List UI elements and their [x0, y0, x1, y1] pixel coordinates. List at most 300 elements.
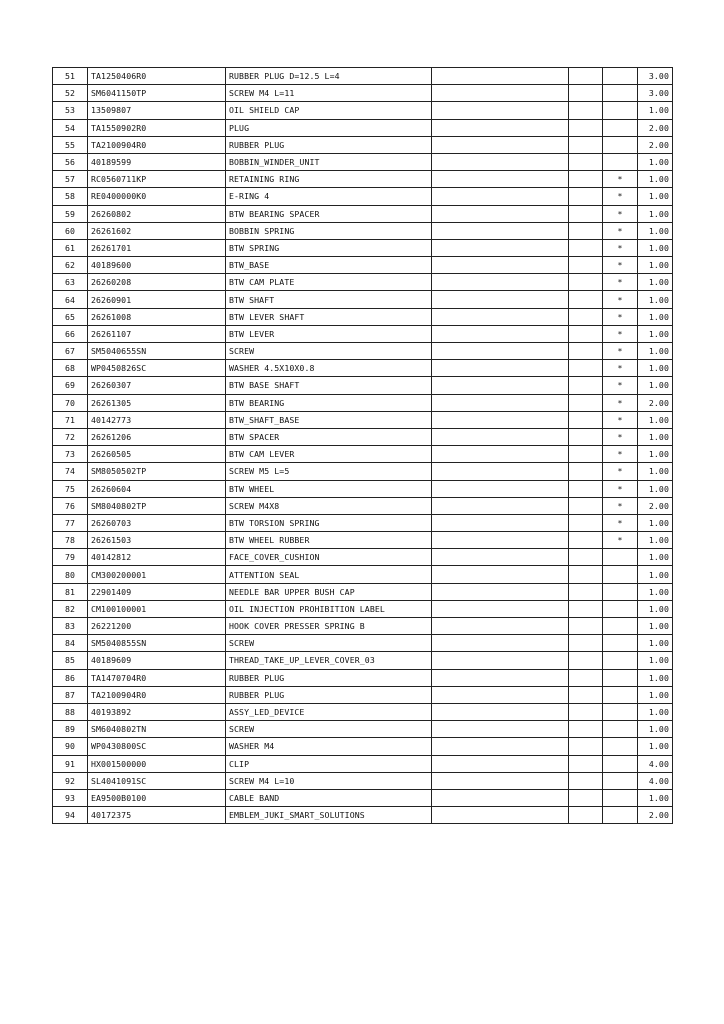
part-code-cell: SM6040802TN	[88, 721, 226, 738]
part-number-cell: 77	[53, 514, 88, 531]
empty-cell	[569, 153, 603, 170]
quantity-cell: 1.00	[638, 669, 673, 686]
part-name-cell: BTW WHEEL RUBBER	[226, 532, 432, 549]
quantity-cell: 3.00	[638, 85, 673, 102]
empty-cell	[569, 411, 603, 428]
empty-cell	[569, 136, 603, 153]
part-number-cell: 53	[53, 102, 88, 119]
empty-cell	[432, 618, 569, 635]
table-row	[53, 532, 673, 549]
part-name-cell: PLUG	[226, 119, 432, 136]
part-number-cell: 57	[53, 171, 88, 188]
table-row	[53, 686, 673, 703]
empty-cell	[569, 480, 603, 497]
empty-cell	[569, 291, 603, 308]
quantity-cell: 1.00	[638, 618, 673, 635]
part-number-cell: 63	[53, 274, 88, 291]
part-code-cell: 26261305	[88, 394, 226, 411]
marker-cell	[603, 772, 638, 789]
part-number-cell: 54	[53, 119, 88, 136]
part-code-cell: 26260901	[88, 291, 226, 308]
empty-cell	[569, 308, 603, 325]
table-row	[53, 514, 673, 531]
empty-cell	[432, 360, 569, 377]
quantity-cell: 1.00	[638, 343, 673, 360]
part-name-cell: SCREW M4 L=10	[226, 772, 432, 789]
part-name-cell: CABLE BAND	[226, 789, 432, 806]
part-number-cell: 55	[53, 136, 88, 153]
empty-cell	[569, 807, 603, 824]
part-number-cell: 94	[53, 807, 88, 824]
empty-cell	[569, 789, 603, 806]
empty-cell	[432, 703, 569, 720]
empty-cell	[432, 102, 569, 119]
table-row	[53, 497, 673, 514]
part-name-cell: BTW SPACER	[226, 428, 432, 445]
quantity-cell: 1.00	[638, 377, 673, 394]
table-row	[53, 618, 673, 635]
empty-cell	[432, 600, 569, 617]
quantity-cell: 1.00	[638, 446, 673, 463]
empty-cell	[569, 205, 603, 222]
part-number-cell: 81	[53, 583, 88, 600]
empty-cell	[432, 635, 569, 652]
part-number-cell: 71	[53, 411, 88, 428]
part-name-cell: WASHER 4.5X10X0.8	[226, 360, 432, 377]
quantity-cell: 1.00	[638, 222, 673, 239]
empty-cell	[432, 428, 569, 445]
table-row	[53, 600, 673, 617]
part-number-cell: 76	[53, 497, 88, 514]
table-row	[53, 257, 673, 274]
marker-cell	[603, 755, 638, 772]
part-code-cell: 26260703	[88, 514, 226, 531]
marker-cell: *	[603, 377, 638, 394]
part-code-cell: WP0450826SC	[88, 360, 226, 377]
part-number-cell: 80	[53, 566, 88, 583]
part-name-cell: BTW_BASE	[226, 257, 432, 274]
part-number-cell: 58	[53, 188, 88, 205]
empty-cell	[569, 119, 603, 136]
marker-cell	[603, 136, 638, 153]
part-number-cell: 66	[53, 325, 88, 342]
marker-cell: *	[603, 239, 638, 256]
part-name-cell: E-RING 4	[226, 188, 432, 205]
table-row	[53, 171, 673, 188]
table-row	[53, 222, 673, 239]
part-number-cell: 68	[53, 360, 88, 377]
part-number-cell: 60	[53, 222, 88, 239]
table-row	[53, 377, 673, 394]
part-number-cell: 91	[53, 755, 88, 772]
part-name-cell: ATTENTION SEAL	[226, 566, 432, 583]
empty-cell	[432, 514, 569, 531]
part-code-cell: SM5040655SN	[88, 343, 226, 360]
marker-cell	[603, 789, 638, 806]
part-name-cell: BOBBIN_WINDER_UNIT	[226, 153, 432, 170]
part-code-cell: 26261008	[88, 308, 226, 325]
empty-cell	[569, 532, 603, 549]
table-row	[53, 480, 673, 497]
part-code-cell: CM100100001	[88, 600, 226, 617]
empty-cell	[569, 222, 603, 239]
part-name-cell: SCREW M4X8	[226, 497, 432, 514]
empty-cell	[432, 480, 569, 497]
empty-cell	[569, 738, 603, 755]
table-row	[53, 635, 673, 652]
table-row	[53, 721, 673, 738]
empty-cell	[569, 755, 603, 772]
part-code-cell: SL4041091SC	[88, 772, 226, 789]
table-row	[53, 583, 673, 600]
empty-cell	[432, 463, 569, 480]
quantity-cell: 2.00	[638, 807, 673, 824]
empty-cell	[569, 669, 603, 686]
part-code-cell: 26260802	[88, 205, 226, 222]
empty-cell	[432, 85, 569, 102]
part-name-cell: BTW SPRING	[226, 239, 432, 256]
quantity-cell: 3.00	[638, 68, 673, 85]
empty-cell	[569, 566, 603, 583]
table-row	[53, 446, 673, 463]
empty-cell	[432, 205, 569, 222]
table-row	[53, 274, 673, 291]
quantity-cell: 4.00	[638, 755, 673, 772]
part-name-cell: THREAD_TAKE_UP_LEVER_COVER_03	[226, 652, 432, 669]
part-number-cell: 83	[53, 618, 88, 635]
empty-cell	[569, 394, 603, 411]
part-number-cell: 87	[53, 686, 88, 703]
table-row	[53, 136, 673, 153]
empty-cell	[432, 239, 569, 256]
empty-cell	[569, 446, 603, 463]
marker-cell	[603, 583, 638, 600]
part-code-cell: HX001500000	[88, 755, 226, 772]
table-row	[53, 343, 673, 360]
part-number-cell: 75	[53, 480, 88, 497]
part-number-cell: 79	[53, 549, 88, 566]
quantity-cell: 1.00	[638, 635, 673, 652]
part-name-cell: RUBBER PLUG	[226, 686, 432, 703]
marker-cell	[603, 85, 638, 102]
empty-cell	[432, 377, 569, 394]
part-number-cell: 78	[53, 532, 88, 549]
empty-cell	[569, 635, 603, 652]
empty-cell	[569, 703, 603, 720]
part-code-cell: 26261503	[88, 532, 226, 549]
quantity-cell: 1.00	[638, 171, 673, 188]
part-code-cell: TA1470704R0	[88, 669, 226, 686]
empty-cell	[569, 68, 603, 85]
part-name-cell: RUBBER PLUG	[226, 136, 432, 153]
table-row	[53, 755, 673, 772]
table-row	[53, 463, 673, 480]
empty-cell	[569, 274, 603, 291]
empty-cell	[569, 85, 603, 102]
part-code-cell: 26261701	[88, 239, 226, 256]
quantity-cell: 1.00	[638, 274, 673, 291]
marker-cell: *	[603, 411, 638, 428]
quantity-cell: 1.00	[638, 153, 673, 170]
empty-cell	[432, 188, 569, 205]
table-row	[53, 68, 673, 85]
part-code-cell: TA1250406R0	[88, 68, 226, 85]
quantity-cell: 1.00	[638, 703, 673, 720]
marker-cell: *	[603, 205, 638, 222]
empty-cell	[432, 789, 569, 806]
marker-cell	[603, 566, 638, 583]
quantity-cell: 1.00	[638, 463, 673, 480]
empty-cell	[569, 257, 603, 274]
empty-cell	[569, 102, 603, 119]
table-row	[53, 102, 673, 119]
marker-cell	[603, 738, 638, 755]
part-number-cell: 82	[53, 600, 88, 617]
part-code-cell: 40172375	[88, 807, 226, 824]
part-code-cell: WP0430800SC	[88, 738, 226, 755]
table-row	[53, 291, 673, 308]
empty-cell	[432, 257, 569, 274]
marker-cell: *	[603, 360, 638, 377]
part-name-cell: BTW CAM LEVER	[226, 446, 432, 463]
part-name-cell: BTW WHEEL	[226, 480, 432, 497]
table-row	[53, 566, 673, 583]
part-name-cell: FACE_COVER_CUSHION	[226, 549, 432, 566]
quantity-cell: 1.00	[638, 686, 673, 703]
quantity-cell: 1.00	[638, 583, 673, 600]
quantity-cell: 1.00	[638, 532, 673, 549]
empty-cell	[432, 772, 569, 789]
part-code-cell: 26221200	[88, 618, 226, 635]
quantity-cell: 1.00	[638, 738, 673, 755]
empty-cell	[432, 291, 569, 308]
part-number-cell: 52	[53, 85, 88, 102]
marker-cell	[603, 686, 638, 703]
empty-cell	[432, 274, 569, 291]
empty-cell	[569, 721, 603, 738]
part-number-cell: 51	[53, 68, 88, 85]
part-name-cell: WASHER M4	[226, 738, 432, 755]
marker-cell	[603, 549, 638, 566]
marker-cell	[603, 68, 638, 85]
marker-cell: *	[603, 514, 638, 531]
part-number-cell: 88	[53, 703, 88, 720]
table-row	[53, 85, 673, 102]
part-code-cell: 40189599	[88, 153, 226, 170]
table-row	[53, 789, 673, 806]
part-code-cell: 40189600	[88, 257, 226, 274]
quantity-cell: 1.00	[638, 514, 673, 531]
part-code-cell: 22901409	[88, 583, 226, 600]
part-code-cell: 26260307	[88, 377, 226, 394]
part-number-cell: 74	[53, 463, 88, 480]
quantity-cell: 1.00	[638, 428, 673, 445]
part-code-cell: 40142812	[88, 549, 226, 566]
parts-list-body	[53, 68, 673, 824]
marker-cell: *	[603, 428, 638, 445]
part-code-cell: SM8040802TP	[88, 497, 226, 514]
table-row	[53, 549, 673, 566]
quantity-cell: 1.00	[638, 102, 673, 119]
quantity-cell: 1.00	[638, 308, 673, 325]
marker-cell	[603, 153, 638, 170]
quantity-cell: 1.00	[638, 789, 673, 806]
part-code-cell: CM300200001	[88, 566, 226, 583]
empty-cell	[569, 497, 603, 514]
part-name-cell: BTW TORSION SPRING	[226, 514, 432, 531]
part-name-cell: BTW LEVER	[226, 325, 432, 342]
part-code-cell: 40142773	[88, 411, 226, 428]
marker-cell	[603, 807, 638, 824]
empty-cell	[432, 325, 569, 342]
part-name-cell: BTW BEARING SPACER	[226, 205, 432, 222]
marker-cell: *	[603, 446, 638, 463]
part-number-cell: 92	[53, 772, 88, 789]
part-code-cell: EA9500B0100	[88, 789, 226, 806]
empty-cell	[569, 514, 603, 531]
parts-list-table	[52, 67, 673, 824]
marker-cell: *	[603, 343, 638, 360]
table-row	[53, 360, 673, 377]
part-name-cell: BTW SHAFT	[226, 291, 432, 308]
quantity-cell: 1.00	[638, 566, 673, 583]
part-name-cell: SCREW	[226, 721, 432, 738]
part-number-cell: 72	[53, 428, 88, 445]
table-row	[53, 205, 673, 222]
part-name-cell: BTW BEARING	[226, 394, 432, 411]
part-number-cell: 65	[53, 308, 88, 325]
part-name-cell: ASSY_LED_DEVICE	[226, 703, 432, 720]
table-row	[53, 411, 673, 428]
table-row	[53, 119, 673, 136]
quantity-cell: 4.00	[638, 772, 673, 789]
part-number-cell: 86	[53, 669, 88, 686]
part-name-cell: EMBLEM_JUKI_SMART_SOLUTIONS	[226, 807, 432, 824]
empty-cell	[432, 549, 569, 566]
part-name-cell: OIL SHIELD CAP	[226, 102, 432, 119]
table-row	[53, 652, 673, 669]
empty-cell	[432, 343, 569, 360]
empty-cell	[432, 532, 569, 549]
part-number-cell: 67	[53, 343, 88, 360]
part-number-cell: 90	[53, 738, 88, 755]
marker-cell	[603, 618, 638, 635]
table-row	[53, 394, 673, 411]
empty-cell	[432, 171, 569, 188]
part-name-cell: RETAINING RING	[226, 171, 432, 188]
empty-cell	[432, 497, 569, 514]
empty-cell	[432, 755, 569, 772]
part-name-cell: BTW BASE SHAFT	[226, 377, 432, 394]
part-code-cell: 26260505	[88, 446, 226, 463]
part-name-cell: BOBBIN SPRING	[226, 222, 432, 239]
empty-cell	[569, 171, 603, 188]
table-row	[53, 772, 673, 789]
table-row	[53, 188, 673, 205]
empty-cell	[432, 119, 569, 136]
empty-cell	[569, 583, 603, 600]
quantity-cell: 1.00	[638, 480, 673, 497]
marker-cell	[603, 669, 638, 686]
part-number-cell: 62	[53, 257, 88, 274]
marker-cell: *	[603, 394, 638, 411]
empty-cell	[569, 549, 603, 566]
quantity-cell: 1.00	[638, 239, 673, 256]
marker-cell: *	[603, 497, 638, 514]
marker-cell: *	[603, 308, 638, 325]
marker-cell: *	[603, 257, 638, 274]
empty-cell	[432, 446, 569, 463]
quantity-cell: 1.00	[638, 549, 673, 566]
quantity-cell: 2.00	[638, 394, 673, 411]
marker-cell: *	[603, 532, 638, 549]
part-number-cell: 89	[53, 721, 88, 738]
marker-cell	[603, 119, 638, 136]
quantity-cell: 2.00	[638, 497, 673, 514]
part-code-cell: TA1550902R0	[88, 119, 226, 136]
table-row	[53, 153, 673, 170]
empty-cell	[432, 721, 569, 738]
marker-cell: *	[603, 274, 638, 291]
marker-cell: *	[603, 325, 638, 342]
empty-cell	[569, 360, 603, 377]
part-number-cell: 85	[53, 652, 88, 669]
quantity-cell: 1.00	[638, 205, 673, 222]
quantity-cell: 1.00	[638, 257, 673, 274]
quantity-cell: 1.00	[638, 721, 673, 738]
empty-cell	[432, 411, 569, 428]
table-row	[53, 428, 673, 445]
quantity-cell: 1.00	[638, 188, 673, 205]
empty-cell	[432, 686, 569, 703]
part-name-cell: BTW_SHAFT_BASE	[226, 411, 432, 428]
part-code-cell: RC0560711KP	[88, 171, 226, 188]
empty-cell	[569, 652, 603, 669]
marker-cell	[603, 652, 638, 669]
empty-cell	[569, 463, 603, 480]
part-code-cell: SM8050502TP	[88, 463, 226, 480]
empty-cell	[432, 153, 569, 170]
empty-cell	[432, 222, 569, 239]
empty-cell	[432, 68, 569, 85]
part-code-cell: 26261206	[88, 428, 226, 445]
empty-cell	[432, 807, 569, 824]
quantity-cell: 1.00	[638, 411, 673, 428]
marker-cell: *	[603, 188, 638, 205]
marker-cell	[603, 703, 638, 720]
part-name-cell: SCREW M5 L=5	[226, 463, 432, 480]
empty-cell	[432, 308, 569, 325]
empty-cell	[569, 239, 603, 256]
empty-cell	[432, 583, 569, 600]
part-code-cell: RE0400000K0	[88, 188, 226, 205]
part-number-cell: 61	[53, 239, 88, 256]
quantity-cell: 1.00	[638, 360, 673, 377]
quantity-cell: 1.00	[638, 652, 673, 669]
part-name-cell: BTW LEVER SHAFT	[226, 308, 432, 325]
part-code-cell: TA2100904R0	[88, 136, 226, 153]
part-number-cell: 64	[53, 291, 88, 308]
empty-cell	[432, 136, 569, 153]
table-row	[53, 308, 673, 325]
marker-cell	[603, 635, 638, 652]
quantity-cell: 1.00	[638, 600, 673, 617]
table-row	[53, 807, 673, 824]
quantity-cell: 2.00	[638, 136, 673, 153]
table-row	[53, 703, 673, 720]
part-number-cell: 59	[53, 205, 88, 222]
empty-cell	[569, 428, 603, 445]
